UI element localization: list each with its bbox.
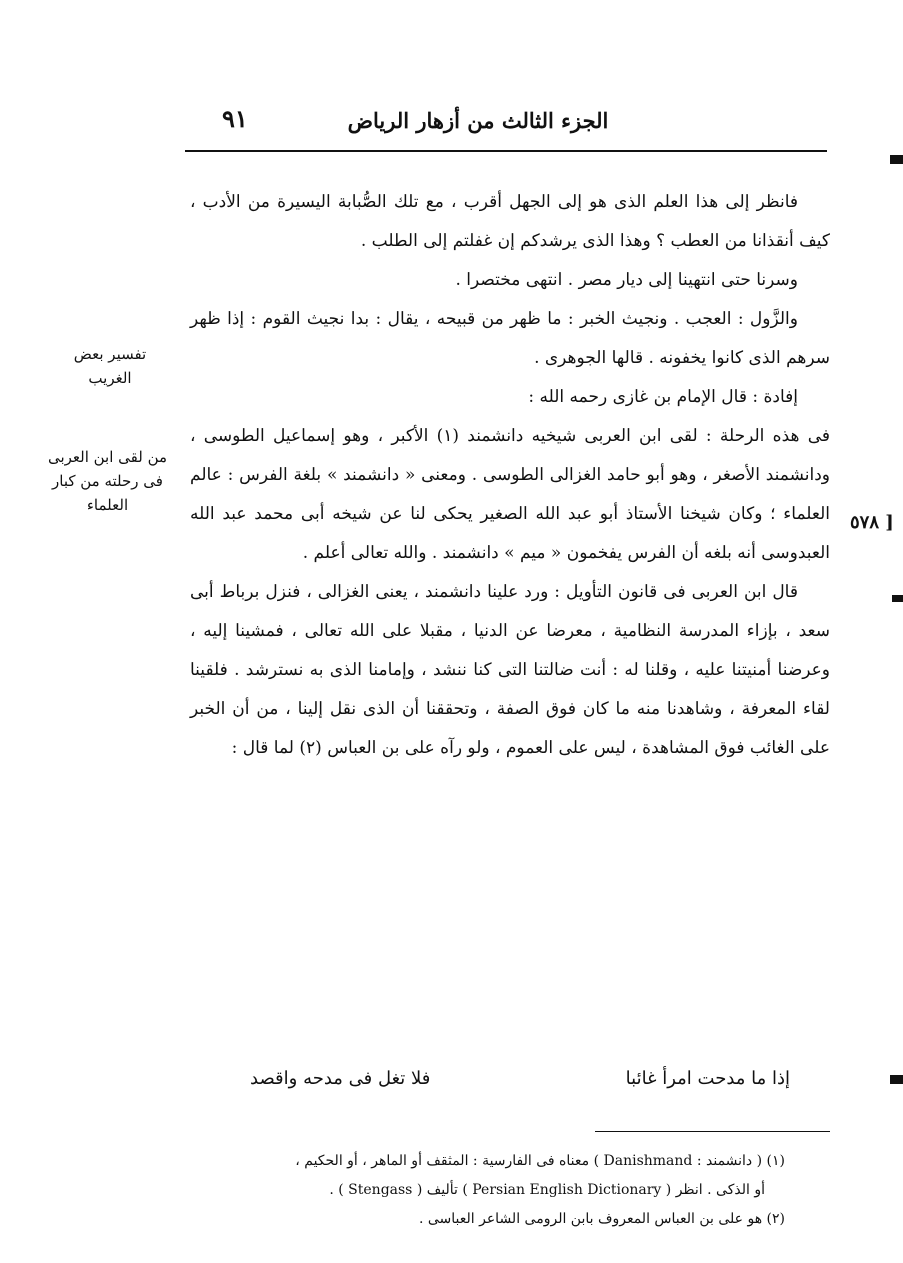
paragraph: فانظر إلى هذا العلم الذى هو إلى الجهل أقرب ، مع تلك الصُّبابة اليسيرة من الأدب ، كيف أنقذانا من العطب ؟ وهذا الذى يرشدكم إن غفلتم إلى الطلب . [190, 192, 830, 251]
verse-first-hemistich: إذا ما مدحت امرأ غائبا [625, 1068, 790, 1089]
footnote-1: (١) ( دانشمند : Danishmand ) معناه فى الفارسية : المثقف أو الماهر ، أو الحكيم ، [295, 1153, 785, 1169]
poetry-verse [250, 1068, 790, 1089]
main-text [190, 183, 830, 768]
margin-mark-top [890, 155, 903, 164]
paragraph: فى هذه الرحلة : لقى ابن العربى شيخيه دانشمند (١) الأكبر ، وهو إسماعيل الطوسى ، ودانشمند الأصغر ، وهو أبو حامد الغزالى الطوسى . ومعنى « دانشمند » بلغة الفرس : عالم العلماء ؛ وكان شيخنا الأستاذ أبو عبد الله الصغير يحكى لنا عن شيخه أبى محمد عبد الله العبدوسى أنه بلغه أن الفرس يفخمون « ميم » دانشمند . والله تعالى أعلم . [190, 426, 830, 563]
footnote-2: (٢) هو على بن العباس المعروف بابن الرومى الشاعر العباسى . [418, 1211, 785, 1227]
paragraph: إفادة : قال الإمام بن غازى رحمه الله : [528, 387, 798, 407]
margin-note-scholars: من لقى ابن العربى فى رحلته من كبار العلماء [47, 448, 168, 514]
running-header-title: الجزء الثالث من أزهار الرياض [347, 108, 609, 133]
margin-mark-middle [892, 595, 903, 602]
margin-mark-bottom [890, 1075, 903, 1084]
verse-second-hemistich: فلا تغل فى مدحه واقصد [250, 1068, 431, 1089]
footnote-rule [595, 1131, 830, 1132]
paragraph: وسرنا حتى انتهينا إلى ديار مصر . انتهى مختصرا . [455, 270, 798, 290]
header-rule [185, 150, 827, 152]
paragraph: قال ابن العربى فى قانون التأويل : ورد علينا دانشمند ، يعنى الغزالى ، فنزل برباط أبى سعد ، بإزاء المدرسة النظامية ، معرضا عن الدنيا ، مقبلا على الله تعالى ، فمشينا إليه ، وعرضنا أمنيتنا عليه ، وقلنا له : أنت ضالتنا التى كنا ننشد ، وإمامنا الذى به نسترشد . فلقينا لقاء المعرفة ، وشاهدنا منه ما كان فوق الصفة ، وتحققنا أن الذى نقل إلينا ، من أن الخبر على الغائب فوق المشاهدة ، ليس على العموم ، ولو رآه على بن العباس (٢) لما قال : [190, 582, 830, 758]
page-number: ٩١ [222, 104, 248, 133]
footnote-1-continued: أو الذكى . انظر ( Persian English Dictionary ) تأليف ( Stengass ) . [329, 1182, 765, 1198]
original-page-reference: ٥٧٨ ] [850, 512, 894, 533]
paragraph: والزَّول : العجب . ونجيث الخبر : ما ظهر من قبيحه ، يقال : بدا نجيث القوم : إذا ظهر سرهم الذى كانوا يخفونه . قالها الجوهرى . [190, 309, 830, 368]
footnotes [185, 1147, 785, 1234]
margin-note-glossary: تفسير بعض الغريب [73, 345, 147, 387]
